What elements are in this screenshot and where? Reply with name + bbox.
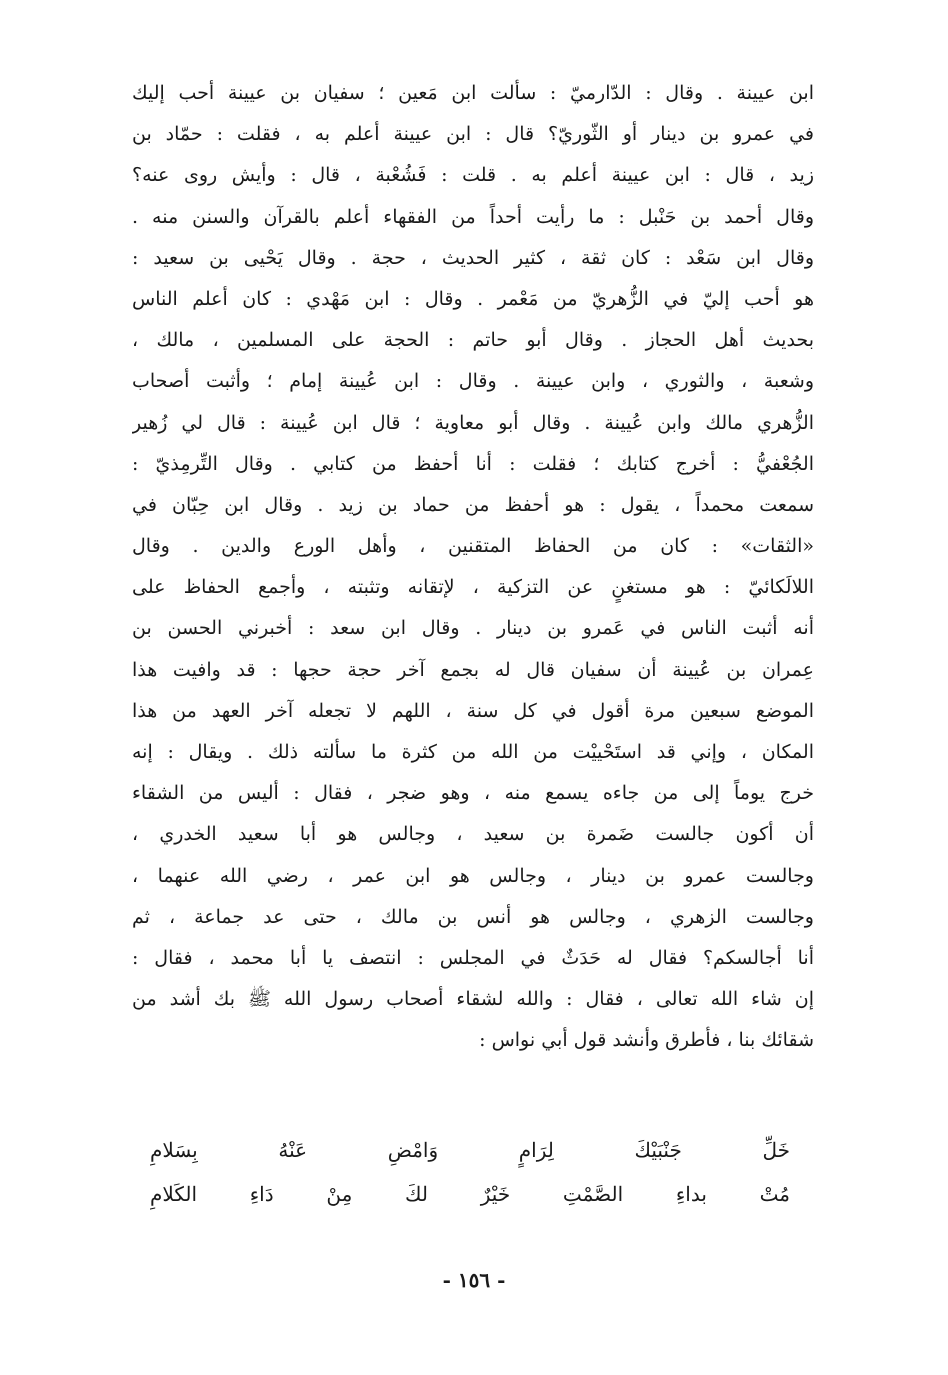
text-line: الجُعْفيُّ : أخرج كتابك ؛ فقلت : أنا أحفظ من كتابي . وقال التِّرمِذيّ :	[132, 452, 814, 475]
text-line: وقال ابن سَعْد : كان ثقة ، كثير الحديث ، حجة . وقال يَحْيى بن سعيد :	[132, 246, 814, 269]
text-line: وشعبة ، والثوري ، وابن عيينة . وقال : ابن عُيينة إمام ؛ وأثبت أصحاب	[132, 370, 814, 393]
text-line: في عمرو بن دينار أو الثّوريّ؟ قال : ابن عيينة أعلم به ، فقلت : حمّاد بن	[132, 123, 814, 146]
text-line: سمعت محمداً ، يقول : هو أحفظ من حماد بن زيد . وقال ابن حِبّان في	[132, 493, 814, 516]
text-line: وقال أحمد بن حَنْبل : ما رأيت أحداً من الفقهاء أعلم بالقرآن والسنن منه .	[132, 205, 814, 228]
text-line: أنا أجالسكم؟ فقال له حَدَثٌ في المجلس : انتصف يا أبا محمد ، فقال :	[132, 946, 814, 969]
text-line: المكان ، وإني قد استَحْييْت من الله من كثرة ما سألته ذلك . ويقال : إنه	[132, 741, 814, 763]
main-paragraph	[132, 73, 814, 1062]
text-line: بحديث أهل الحجاز . وقال أبو حاتم : الحجة على المسلمين ، مالك ،	[132, 329, 814, 352]
text-line: ابن عيينة . وقال : الدّارميّ : سألت ابن مَعين ؛ سفيان بن عيينة أحب إليك	[132, 82, 814, 104]
text-line: عِمران بن عُيينة أن سفيان قال له بجمع آخر حجة حجها : قد وافيت هذا	[132, 658, 814, 681]
text-line: أن أكون جالست ضَمرة بن سعيد ، وجالس هو أبا سعيد الخدري ،	[132, 823, 814, 846]
text-line: هو أحب إليّ في الزُّهريّ من مَعْمر . وقال : ابن مَهْدي : كان أعلم الناس	[132, 287, 814, 310]
text-line: زيد ، قال : ابن عيينة أعلم به . قلت : فَشُعْبة ، قال : وأيش روى عنه؟	[132, 164, 814, 187]
text-line: إن شاء الله تعالى ، فقال : والله لشقاء أصحاب رسول الله ﷺ بك أشد من	[132, 988, 814, 1011]
text-line: وجالست عمرو بن دينار ، وجالس هو ابن عمر ، رضي الله عنهما ،	[132, 864, 814, 887]
poem-line: مُتْ بداءِ الصَّمْتِ خَيْرٌ لكَ مِنْ دَاءِ الكَلامِ	[150, 1182, 790, 1206]
text-line: اللالَكائيّ : هو مستغنٍ عن التزكية ، لإتقانه وتثبته ، وأجمع الحفاظ على	[132, 576, 814, 599]
poem-verses	[150, 1128, 790, 1216]
text-line: خرج يوماً إلى من جاءه يسمع منه ، وهو ضجر ، فقال : أليس من الشقاء	[132, 782, 814, 805]
text-line: أنه أثبت الناس في عَمرو بن دينار . وقال ابن سعد : أخبرني الحسن بن	[132, 617, 814, 640]
text-line: شقائك بنا ، فأطرق وأنشد قول أبي نواس :	[479, 1029, 814, 1052]
poem-line: خَلِّ جَنْبَيْكَ لِرَامٍ وَامْضِ عَنْهُ بِسَلامِ	[150, 1138, 790, 1162]
text-line: «الثقات» : كان من الحفاظ المتقنين ، وأهل الورع والدين . وقال	[132, 535, 814, 558]
text-line: الزُّهري مالك وابن عُيينة . وقال أبو معاوية ؛ قال ابن عُيينة : قال لي زُهير	[132, 411, 814, 434]
text-line: وجالست الزهري ، وجالس هو أنس بن مالك ، حتى عد جماعة ، ثم	[132, 905, 814, 928]
page-number: - ١٥٦ -	[442, 1268, 506, 1292]
text-line: الموضع سبعين مرة أقول في كل سنة ، اللهم لا تجعله آخر العهد من هذا	[132, 699, 814, 722]
